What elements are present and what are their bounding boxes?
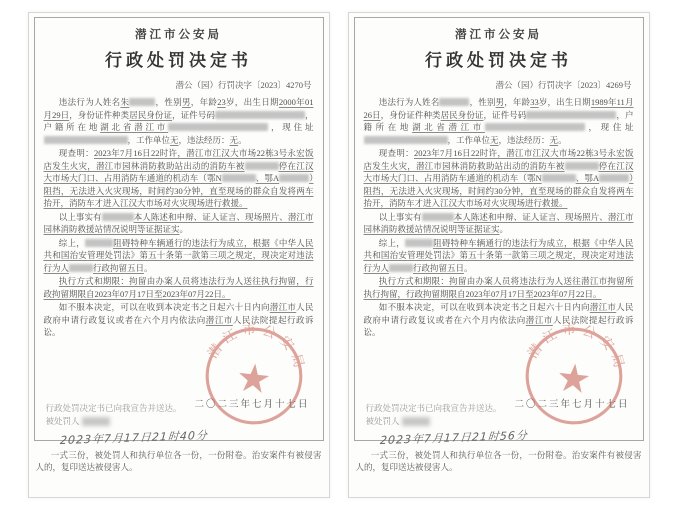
filled-field-text: 行政拘留五日 — [413, 262, 465, 273]
filled-field-text: 居民身份证 — [440, 109, 484, 120]
filled-field-text: 、鄂A — [255, 173, 280, 183]
form-text: 岁，出生日期 — [538, 97, 591, 107]
form-text: 违法行为人姓名 — [378, 97, 440, 107]
penalty-decision-document-left — [28, 12, 330, 498]
paragraph-evidence — [44, 211, 314, 236]
filled-field-text: 潜江市 — [589, 302, 617, 312]
police-seal-stamp-icon — [516, 318, 630, 432]
form-text: ，违法经历： — [178, 134, 230, 145]
form-text: ，现住址 — [268, 122, 314, 132]
agency-name: 潜江市公安局 — [455, 29, 542, 41]
form-text: 违法行为人姓名 — [58, 97, 121, 107]
signer-label: 被处罚人 — [45, 415, 80, 426]
document-title: 行政处罚决定书 — [105, 51, 252, 70]
signature-redacted — [82, 417, 110, 426]
filled-field-text: 、鄂A — [575, 173, 600, 183]
filled-field-text: ）阻挡，无法进入火灾现场，时间约30分钟，直至现场的群众自发将两车抬开，消防车才进入江汉大市场对火灾现场进行救援。 — [363, 173, 634, 208]
filled-field-text: 阻碍特种车辆通行的违法行为成立，根据《中华人民共和国治安管理处罚法》第五十条第一款第三项之规定，现决定对违法行为人 — [363, 237, 634, 273]
form-text: 人民政府申请行政复议或者在六个月内依法向 — [43, 302, 314, 325]
form-text: ，户籍所在地 — [43, 109, 314, 132]
redacted-text — [389, 264, 413, 272]
form-text: ，工作单位 — [447, 134, 491, 145]
filled-field-text: 男 — [495, 97, 505, 107]
filled-field-text: 停在江汉大市场大门口、占用消防车通道的机动车（鄂N — [363, 160, 634, 183]
filled-field-text: 潜江市 — [205, 314, 233, 325]
form-text: ，身份证件种类 — [380, 109, 441, 120]
svg-text:潜江市公安局: 潜江市公安局 — [204, 320, 308, 374]
form-text: ，性别 — [469, 97, 496, 107]
redacted-text — [439, 98, 469, 106]
service-note: 行政处罚决定书已向我宣告并送达。 — [45, 402, 182, 413]
form-text: 以上事实有 — [58, 211, 102, 222]
form-frame — [34, 17, 324, 447]
signer-label: 被处罚人 — [365, 415, 400, 426]
form-text: 。 — [238, 134, 247, 145]
handwritten-datetime: 2023年7月17日21时40分 — [59, 428, 208, 447]
document-title: 行政处罚决定书 — [425, 51, 572, 70]
form-text: 人民法院提起行政诉讼。 — [363, 314, 634, 337]
paragraph-findings — [44, 147, 314, 210]
form-frame — [354, 17, 644, 447]
redacted-text — [69, 264, 93, 272]
form-text: ，证件号码 — [172, 109, 215, 120]
filled-field-text: 行政拘留五日 — [93, 262, 145, 273]
filled-field-text: 2023年7月16日22时许，潜江市江汉大市场22栋3号永宏饭店发生火灾，潜江市园林消防救助站出动的消防车被 — [363, 148, 634, 171]
paragraph-offender-info — [364, 96, 634, 146]
redacted-text — [215, 111, 305, 119]
filled-field-text: 无 — [549, 134, 559, 145]
document-number: 潜公（园）行罚决字〔2023〕4269号 — [495, 80, 632, 90]
paragraph-offender-info — [44, 96, 314, 146]
form-text: ，现住址 — [584, 122, 634, 132]
redacted-text — [485, 123, 585, 131]
signature-redacted — [402, 417, 430, 426]
redacted-text — [168, 123, 268, 131]
filled-field-text: 1989年11月26日 — [363, 97, 634, 120]
filled-field-text: 执行方式和期限：拘留由办案人员将违法行为人送往执行拘留，行政拘留期限自2023年07月17日至2023年07月22日。 — [43, 276, 314, 299]
redacted-text — [422, 213, 454, 221]
police-seal-stamp-icon — [196, 318, 310, 432]
form-text: ，年龄 — [190, 97, 218, 107]
form-text: ，户籍所在地 — [363, 109, 634, 132]
redacted-text — [405, 239, 433, 247]
redacted-text — [129, 98, 155, 106]
form-text: ，性别 — [155, 97, 182, 107]
form-text: 岁，出生日期 — [225, 97, 279, 107]
seal-date: 二〇二三年七月十七日 — [194, 399, 310, 410]
document-number: 潜公（园）行罚决字〔2023〕4270号 — [175, 80, 312, 90]
paragraph-execution — [364, 275, 634, 300]
filled-field-text: 停在江汉大市场大门口、占用消防车通道的机动车（鄂N — [43, 160, 314, 183]
form-text: 人民法院提起行政诉讼。 — [43, 314, 314, 337]
form-text: ，证件号码 — [483, 109, 527, 120]
form-text: 人民政府申请行政复议或者在六个月内依法向 — [363, 302, 634, 325]
form-text: 现查明： — [58, 148, 94, 158]
form-text: 如不服本决定，可以在收到本决定书之日起六十日内向 — [58, 302, 270, 312]
filled-field-text: 湖北省潜江市 — [412, 122, 485, 132]
form-text: 。 — [179, 224, 189, 234]
filled-field-text: 2023年7月16日22时许，潜江市江汉大市场22栋3号永宏饭店发生火灾，潜江市园林消防救助站出动的消防车被 — [43, 148, 314, 171]
redacted-text — [222, 174, 256, 182]
redacted-text — [565, 162, 599, 170]
redacted-text — [599, 174, 629, 182]
seal-date: 二〇二三年七月十七日 — [514, 399, 630, 410]
form-text: ，年龄 — [504, 97, 531, 107]
form-text: 。 — [464, 262, 473, 273]
filled-field-text: 潜江市 — [269, 302, 297, 312]
form-text: 以上事实有 — [378, 211, 422, 222]
redacted-text — [245, 162, 279, 170]
filled-field-text: 朱 — [120, 97, 130, 107]
redacted-text — [364, 136, 448, 144]
form-text: 如不服本决定，可以在收到本决定书之日起六十日内向 — [378, 302, 590, 312]
filled-field-text: 23 — [217, 97, 226, 107]
redacted-text — [102, 213, 134, 221]
filled-field-text: 湖北省潜江市 — [100, 122, 169, 132]
filled-field-text: 33 — [530, 97, 539, 107]
filled-field-text: 无 — [229, 134, 239, 145]
redacted-text — [44, 136, 128, 144]
form-text: 综上， — [378, 237, 405, 248]
service-note: 行政处罚决定书已向我宣告并送达。 — [365, 402, 502, 413]
form-text: 。 — [144, 262, 153, 273]
filled-field-text: 无 — [170, 134, 179, 145]
paragraph-decision — [44, 237, 314, 275]
filled-field-text: 男 — [181, 97, 191, 107]
filled-field-text: 阻碍特种车辆通行的违法行为成立，根据《中华人民共和国治安管理处罚法》第五十条第一款第三项之规定，现决定对违法行为人 — [43, 237, 314, 273]
agency-name: 潜江市公安局 — [135, 29, 222, 41]
filled-field-text: 本人陈述和申辩、证人证言、现场照片、潜江市园林消防救援站情况说明等证据证实 — [363, 211, 634, 234]
redacted-text — [542, 174, 576, 182]
paragraph-decision — [364, 237, 634, 275]
redacted-text — [85, 239, 113, 247]
handwritten-datetime: 2023年7月17日21时56分 — [379, 428, 528, 447]
paragraph-evidence — [364, 211, 634, 236]
filled-field-text: 潜江市 — [525, 314, 553, 325]
form-text: 现查明： — [378, 148, 414, 158]
form-text: 综上， — [58, 237, 85, 248]
redacted-text — [279, 174, 309, 182]
form-text: 。 — [558, 134, 567, 145]
filled-field-text: 居民身份证 — [129, 109, 173, 120]
filled-field-text: 无 — [490, 134, 499, 145]
penalty-decision-document-right — [348, 12, 650, 498]
filled-field-text: ）阻挡，无法进入火灾现场，时间约30分钟，直至现场的群众自发将两车抬开，消防车才进入江汉大市场对火灾现场进行救援。 — [43, 173, 314, 208]
filled-field-text: 2000年01月29日 — [43, 97, 314, 120]
footer-distribution-note: 一式三份，被处罚人和执行单位各一份，一份附卷。治安案件有被侵害人的，复印送达被侵害人。 — [35, 450, 322, 472]
filled-field-text: 本人陈述和申辩、证人证言、现场照片、潜江市园林消防救援站情况说明等证据证实 — [43, 211, 314, 234]
svg-text:潜江市公安局: 潜江市公安局 — [524, 320, 628, 374]
filled-field-text: 执行方式和期限：拘留由办案人员将违法行为人送往潜江市拘留所执行拘留，行政拘留期限自2023年07月17日至2023年07月22日。 — [363, 276, 634, 299]
paragraph-findings — [364, 147, 634, 210]
form-text: ，违法经历： — [498, 134, 550, 145]
paragraph-execution — [44, 275, 314, 300]
form-text: ，工作单位 — [127, 134, 171, 145]
form-text: ，身份证件种类 — [69, 109, 130, 120]
form-text: 。 — [499, 224, 509, 234]
footer-distribution-note: 一式三份，被处罚人和执行单位各一份，一份附卷。治安案件有被侵害人的，复印送达被侵害人。 — [355, 450, 642, 472]
redacted-text — [526, 111, 616, 119]
